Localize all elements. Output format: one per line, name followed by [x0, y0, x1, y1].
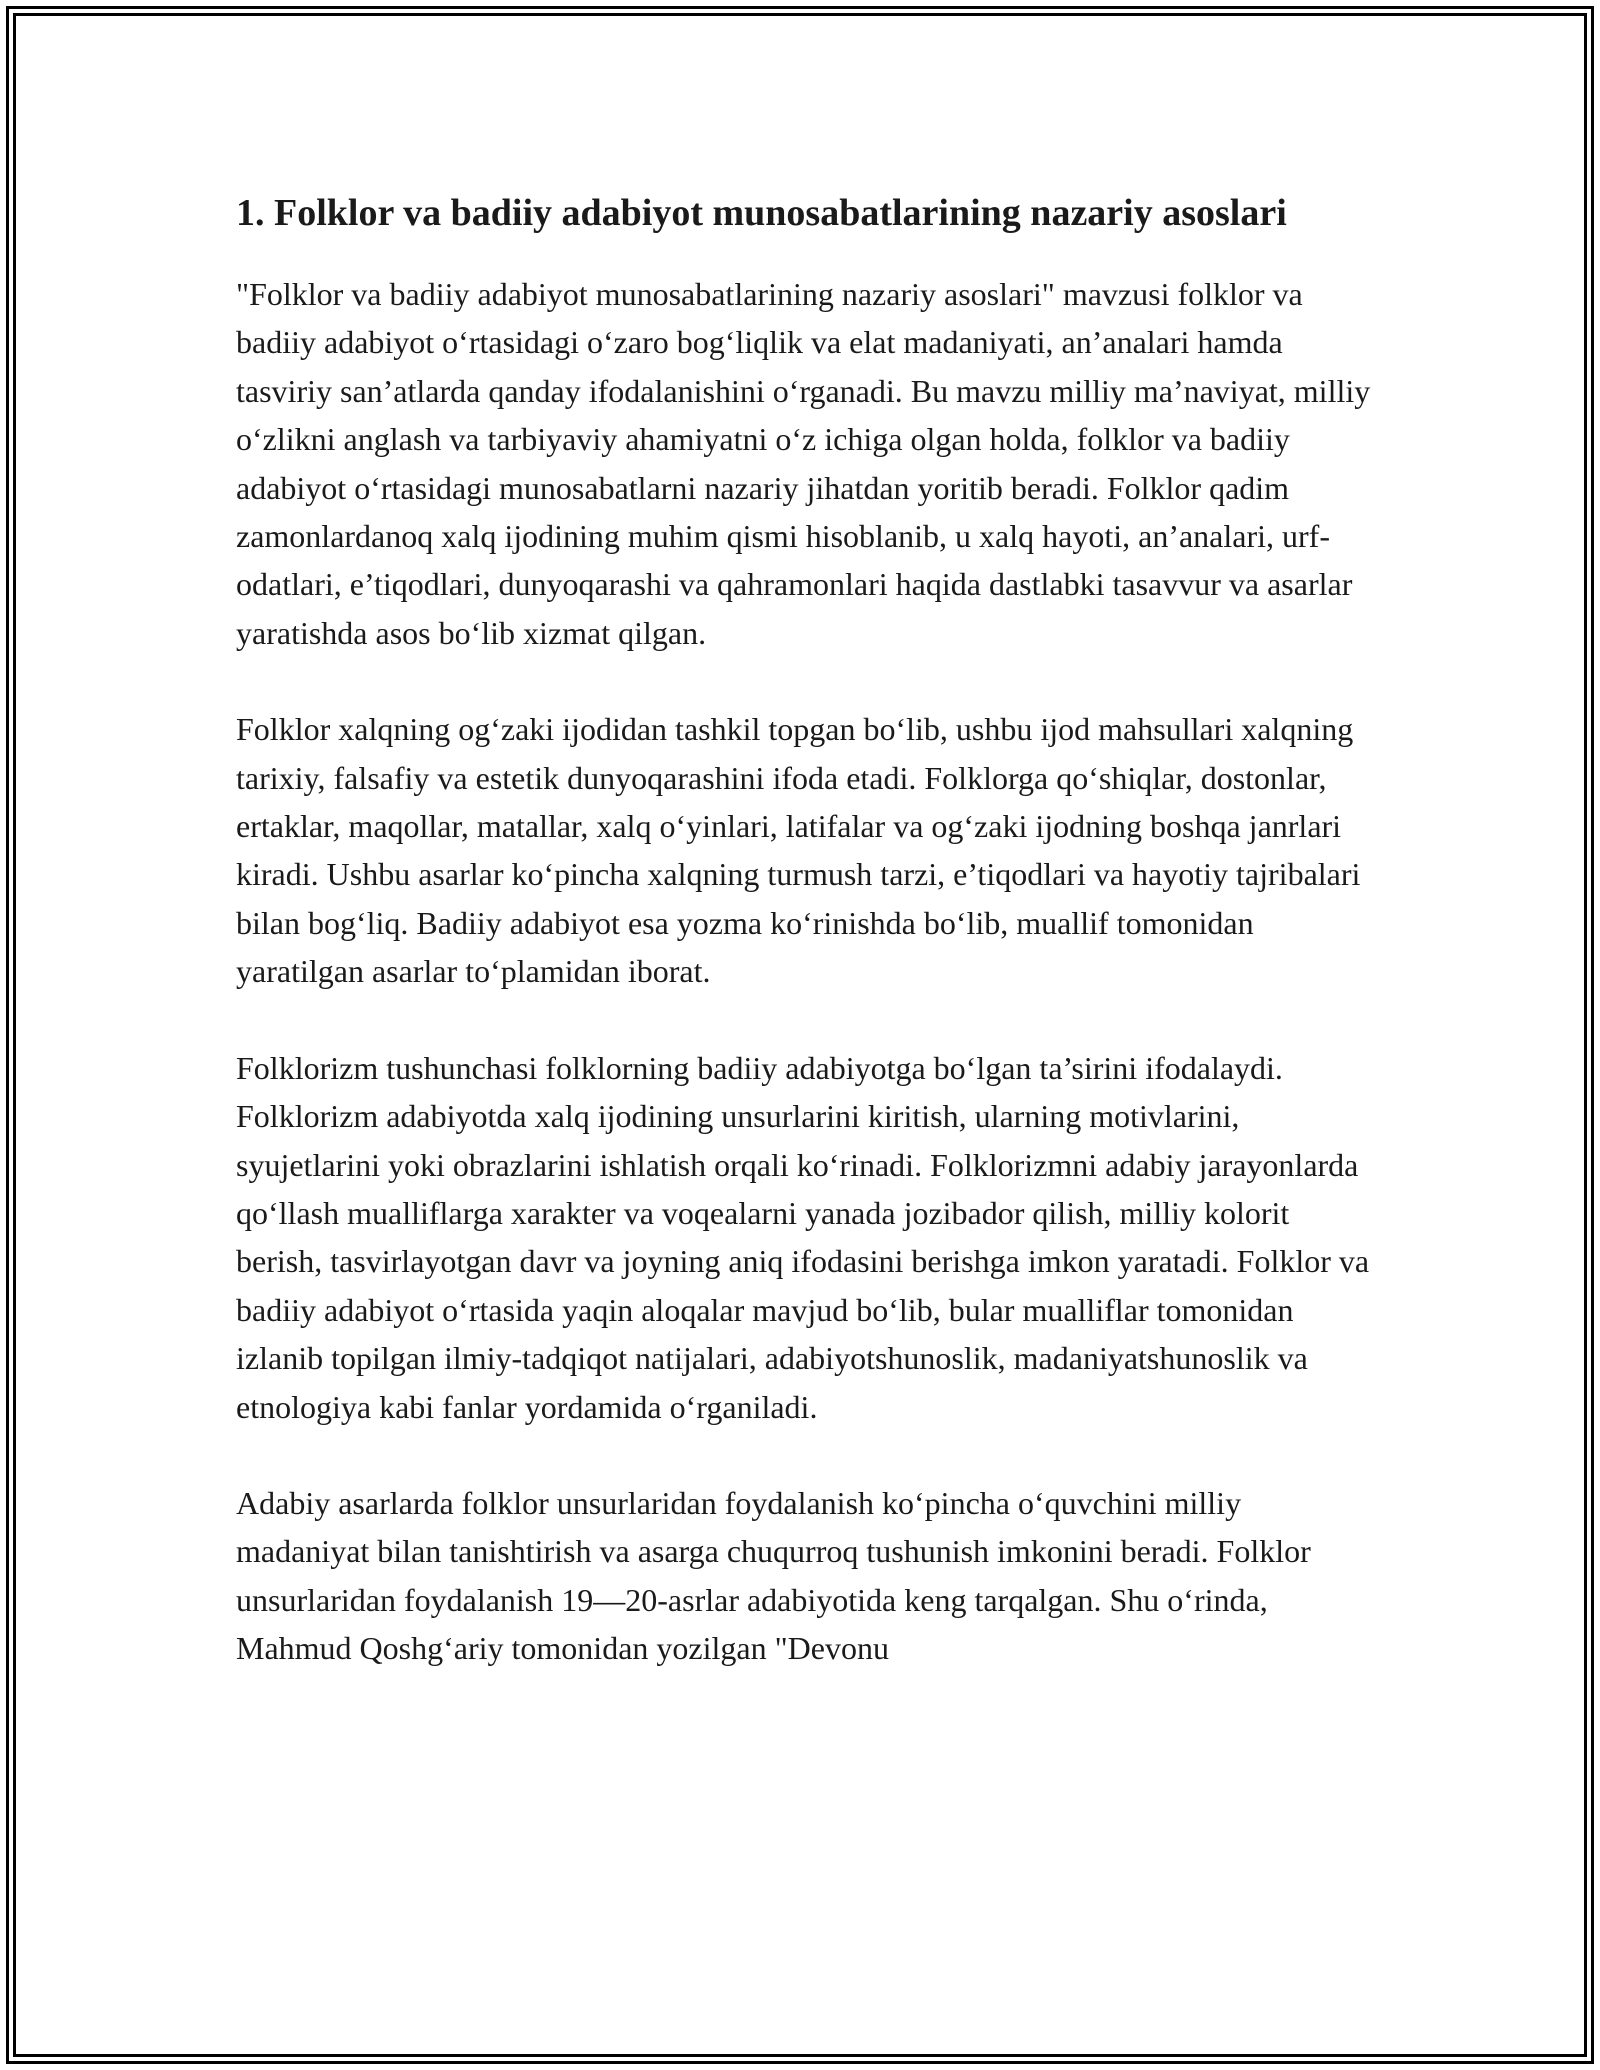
paragraph-folklorism: Folklorizm tushunchasi folklorning badiiy adabiyotga boʻlgan ta’sirini ifodalaydi. Folklorizm adabiyotda xalq ijodining unsurlarini kiritish, ularning motivlarini, syujetlarini yoki obrazlarini ishlatish orqali koʻrinadi. Folklorizmni adabiy jarayonlarda qoʻllash mualliflarga xarakter va voqealarni yanada jozibador qilish, milliy kolorit berish, tasvirlayotgan davr va joyning aniq ifodasini berishga imkon yaratadi. Folklor va badiiy adabiyot oʻrtasida yaqin aloqalar mavjud boʻlib, bular mualliflar tomonidan izlanib topilgan ilmiy-tadqiqot natijalari, adabiyotshunoslik, madaniyatshunoslik va etnologiya kabi fanlar yordamida oʻrganiladi. [236, 1049, 1370, 1425]
paragraph-intro: "Folklor va badiiy adabiyot munosabatlarining nazariy asoslari" mavzusi folklor va badiiy adabiyot oʻrtasidagi oʻzaro bogʻliqlik va elat madaniyati, an’analari hamda tasviriy san’atlarda qanday ifodalanishini oʻrganadi. Bu mavzu milliy ma’naviyat, milliy oʻzlikni anglash va tarbiyaviy ahamiyatni oʻz ichiga olgan holda, folklor va badiiy adabiyot oʻrtasidagi munosabatlarni nazariy jihatdan yoritib beradi. Folklor qadim zamonlardanoq xalq ijodining muhim qismi hisoblanib, u xalq hayoti, an’analari, urf-odatlari, e’tiqodlari, dunyoqarashi va qahramonlari haqida dastlabki tasavvur va asarlar yaratishda asos boʻlib xizmat qilgan. [236, 276, 1371, 651]
paragraph-folklore-definition: Folklor xalqning ogʻzaki ijodidan tashkil topgan boʻlib, ushbu ijod mahsullari xalqning tarixiy, falsafiy va estetik dunyoqarashini ifoda etadi. Folklorga qoʻshiqlar, dostonlar, ertaklar, maqollar, matallar, xalq oʻyinlari, latifalar va ogʻzaki ijodning boshqa janrlari kiradi. Ushbu asarlar koʻpincha xalqning turmush tarzi, e’tiqodlari va hayotiy tajribalari bilan bogʻliq. Badiiy adabiyot esa yozma koʻrinishda boʻlib, muallif tomonidan yaratilgan asarlar toʻplamidan iborat. [236, 711, 1361, 990]
paragraph-literary-usage: Adabiy asarlarda folklor unsurlaridan foydalanish koʻpincha oʻquvchini milliy madaniyat bilan tanishtirish va asarga chuqurroq tushunish imkonini beradi. Folklor unsurlaridan foydalanish 19—20-asrlar adabiyotida keng tarqalgan. Shu oʻrinda, Mahmud Qoshgʻariy tomonidan yozilgan "Devonu [236, 1484, 1311, 1667]
section-heading: 1. Folklor va badiiy adabiyot munosabatlarining nazariy asoslari [236, 192, 1287, 234]
document-body [236, 186, 1376, 1721]
